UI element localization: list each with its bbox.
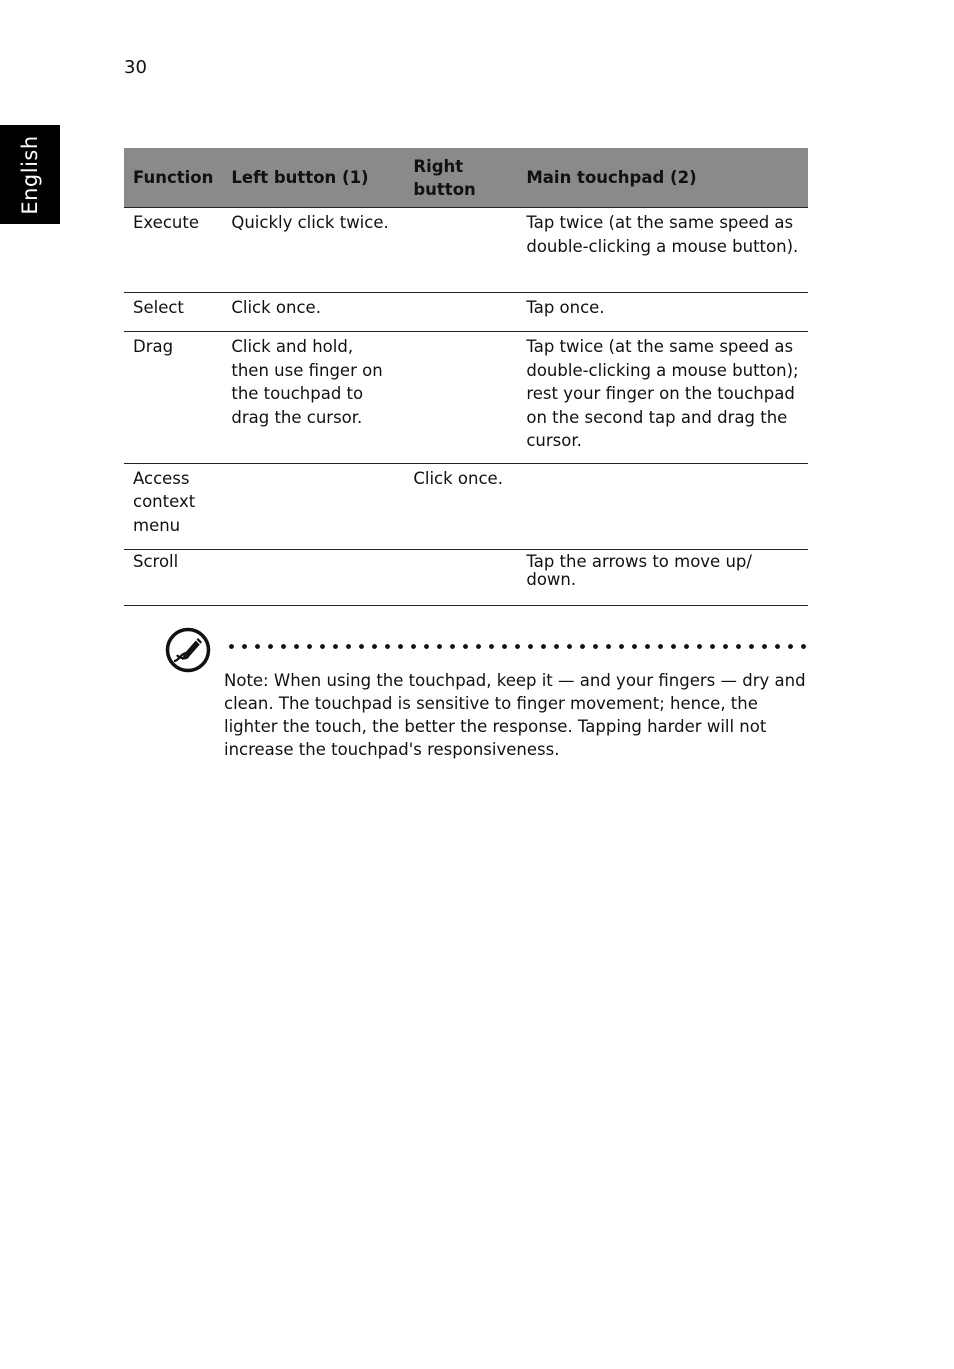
cell-left-button: Click once. bbox=[222, 293, 404, 332]
touchpad-functions-table bbox=[124, 148, 808, 606]
page-number: 30 bbox=[124, 57, 147, 78]
note-paragraph bbox=[224, 669, 809, 761]
cell-right-button bbox=[404, 549, 517, 605]
cell-left-button: Quickly click twice. bbox=[222, 208, 404, 293]
cell-main-touchpad bbox=[517, 463, 808, 549]
cell-right-button bbox=[404, 332, 517, 464]
table-row bbox=[124, 208, 808, 293]
header-main-touchpad: Main touchpad (2) bbox=[517, 148, 808, 208]
language-tab bbox=[0, 125, 60, 224]
cell-left-button: Click and hold, then use finger on the touchpad to drag the cursor. bbox=[222, 332, 404, 464]
cell-function: Access context menu bbox=[124, 463, 222, 549]
table-row bbox=[124, 332, 808, 464]
header-right-button: Right button bbox=[404, 148, 517, 208]
cell-function: Select bbox=[124, 293, 222, 332]
cell-function: Scroll bbox=[124, 549, 222, 605]
cell-right-button bbox=[404, 293, 517, 332]
table-row bbox=[124, 463, 808, 549]
cell-main-touchpad: Tap twice (at the same speed as double-clicking a mouse button); rest your finger on the touchpad on the second tap and drag the cursor. bbox=[517, 332, 808, 464]
note-body: When using the touchpad, keep it — and your fingers — dry and clean. The touchpad is sensitive to finger movement; hence, the lighter the touch, the better the response. Tapping harder will not increase the touchpad's responsiveness. bbox=[224, 671, 806, 759]
cell-right-button: Click once. bbox=[404, 463, 517, 549]
cell-function: Execute bbox=[124, 208, 222, 293]
cell-main-touchpad: Tap the arrows to move up/ down. bbox=[517, 549, 808, 605]
header-left-button: Left button (1) bbox=[222, 148, 404, 208]
cell-left-button bbox=[222, 463, 404, 549]
cell-main-touchpad: Tap twice (at the same speed as double-clicking a mouse button). bbox=[517, 208, 808, 293]
cell-function: Drag bbox=[124, 332, 222, 464]
cell-main-touchpad: Tap once. bbox=[517, 293, 808, 332]
note-pen-icon bbox=[165, 627, 211, 673]
table-row bbox=[124, 293, 808, 332]
cell-right-button bbox=[404, 208, 517, 293]
language-tab-label: English bbox=[18, 135, 42, 215]
note-label: Note: bbox=[224, 671, 269, 690]
header-function: Function bbox=[124, 148, 222, 208]
note-divider bbox=[225, 644, 810, 649]
table-row bbox=[124, 549, 808, 605]
table-header-row bbox=[124, 148, 808, 208]
cell-left-button bbox=[222, 549, 404, 605]
